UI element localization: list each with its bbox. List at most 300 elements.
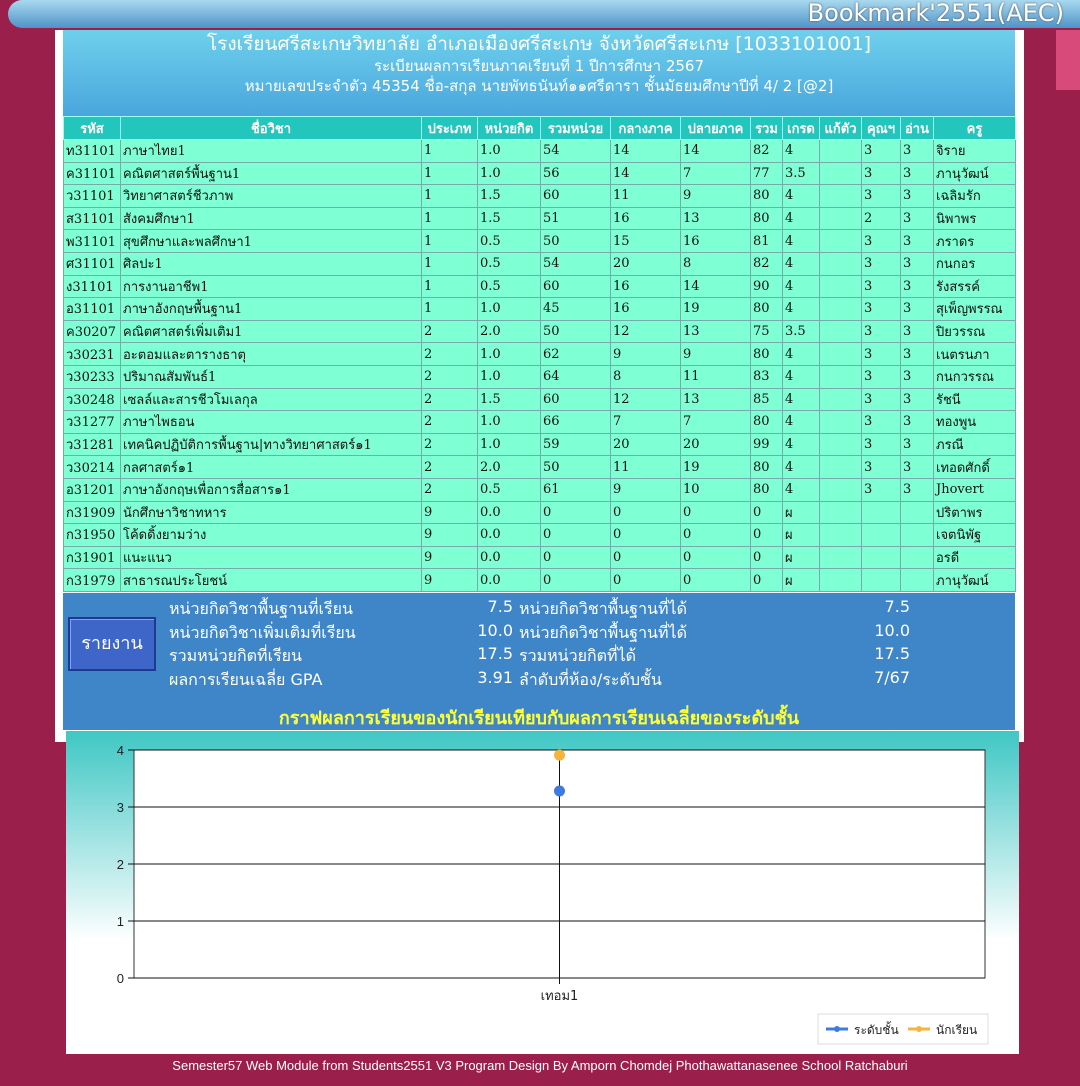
table-cell: 80 [751,343,783,366]
table-row [64,546,1016,569]
table-cell: 1 [422,162,478,185]
table-cell: ผ [783,569,820,592]
table-cell: ปริตาพร [934,501,1016,524]
table-cell: 4 [783,275,820,298]
summary-label-1: หน่วยกิตวิชาเพิ่มเติมที่เรียน [169,622,356,642]
summary-value-2: 7.5 [884,597,910,616]
table-cell: 9 [681,185,751,208]
table-cell: 1 [422,252,478,275]
table-cell: สุเพ็ญพรรณ [934,298,1016,321]
table-cell: ว30248 [64,388,121,411]
table-cell: 0 [541,501,611,524]
table-cell: 0 [681,569,751,592]
table-cell [820,162,862,185]
table-cell: 62 [541,343,611,366]
gpa-chart [66,731,1019,1054]
table-cell: 77 [751,162,783,185]
table-cell [820,140,862,163]
data-point [554,786,565,797]
table-cell: คณิตศาสตร์เพิ่มเติม1 [121,320,422,343]
table-row [64,433,1016,456]
table-cell: 54 [541,252,611,275]
table-cell [820,320,862,343]
table-cell: 13 [681,320,751,343]
table-row [64,478,1016,501]
table-row [64,411,1016,434]
table-cell: ผ [783,524,820,547]
table-cell [901,569,934,592]
table-cell [820,275,862,298]
table-cell: 4 [783,456,820,479]
table-cell: 80 [751,456,783,479]
table-cell: 12 [611,388,681,411]
table-cell: 0 [681,546,751,569]
table-cell: 4 [783,140,820,163]
table-cell: 81 [751,230,783,253]
column-header: แก้ตัว [820,117,862,140]
table-cell: 0.5 [478,478,541,501]
summary-row [63,644,1015,667]
table-cell: 8 [611,365,681,388]
table-cell: 4 [783,478,820,501]
table-cell: 4 [783,230,820,253]
table-cell: 0.5 [478,275,541,298]
table-cell: 54 [541,140,611,163]
table-cell: 4 [783,185,820,208]
table-cell: ก31979 [64,569,121,592]
table-cell: 4 [783,411,820,434]
table-cell: วิทยาศาสตร์ชีวภาพ [121,185,422,208]
table-cell: 3 [901,411,934,434]
table-cell: 4 [783,433,820,456]
table-cell: 75 [751,320,783,343]
table-cell: 11 [611,456,681,479]
table-cell: ก31909 [64,501,121,524]
table-cell: 9 [611,478,681,501]
column-header: ประเภท [422,117,478,140]
summary-panel [63,593,1015,690]
table-cell: ว31277 [64,411,121,434]
table-cell: 19 [681,456,751,479]
summary-label-2: หน่วยกิตวิชาพื้นฐานที่ได้ [519,599,687,618]
table-cell: 0.0 [478,524,541,547]
table-cell: 2 [422,456,478,479]
table-row [64,230,1016,253]
y-tick-label: 0 [116,971,124,986]
table-cell: 3 [862,478,901,501]
table-cell: 2 [422,388,478,411]
table-cell: ว31281 [64,433,121,456]
table-cell [862,569,901,592]
table-cell: 1.0 [478,365,541,388]
table-cell: 14 [681,275,751,298]
table-cell: 3 [901,275,934,298]
table-cell: 3 [862,298,901,321]
column-header: หน่วยกิต [478,117,541,140]
table-cell: 85 [751,388,783,411]
student-info: หมายเลขประจำตัว 45354 ชื่อ-สกุล นายพัทธนันท์๑๑ศรีดารา ชั้นมัธยมศึกษาปีที่ 4/ 2 [@2] [244,77,834,95]
table-cell: 3 [862,456,901,479]
table-cell: 3 [862,365,901,388]
table-cell [820,501,862,524]
table-cell: 51 [541,207,611,230]
table-cell: 1.0 [478,433,541,456]
table-cell: 3 [901,252,934,275]
table-cell: 20 [611,433,681,456]
record-title: ระเบียนผลการเรียนภาคเรียนที่ 1 ปีการศึกษา 2567 [373,57,705,75]
table-cell: 3.5 [783,320,820,343]
table-cell: 11 [681,365,751,388]
table-cell: อ31101 [64,298,121,321]
table-row [64,365,1016,388]
graph-title: กราฟผลการเรียนของนักเรียนเทียบกับผลการเรียนเฉลี่ยของระดับชั้น [278,708,800,729]
table-cell: 2 [422,478,478,501]
table-cell: 3 [901,162,934,185]
column-header: กลางภาค [611,117,681,140]
table-cell: 7 [681,162,751,185]
column-header: ชื่อวิชา [121,117,422,140]
table-cell: 3 [901,320,934,343]
table-cell: 50 [541,456,611,479]
table-cell: 0.0 [478,501,541,524]
table-cell: รัชนี [934,388,1016,411]
legend-label: ระดับชั้น [854,1023,899,1037]
table-cell: 2 [422,320,478,343]
table-cell: อะตอมและตารางธาตุ [121,343,422,366]
table-cell: 80 [751,207,783,230]
table-cell: 80 [751,478,783,501]
table-cell: 0 [541,524,611,547]
table-cell: ว30214 [64,456,121,479]
table-cell [820,524,862,547]
summary-value-2: 10.0 [874,620,910,640]
table-cell: 20 [611,252,681,275]
table-cell: 3 [862,320,901,343]
summary-value-1: 10.0 [477,620,513,640]
table-cell: 60 [541,185,611,208]
table-cell [820,185,862,208]
table-cell: 90 [751,275,783,298]
column-header: อ่าน [901,117,934,140]
table-cell: 4 [783,388,820,411]
table-cell: 3 [862,140,901,163]
table-row [64,343,1016,366]
table-cell: 3 [901,365,934,388]
column-header: รวม [751,117,783,140]
table-cell: 0 [611,546,681,569]
table-cell: 1.5 [478,185,541,208]
table-cell [820,411,862,434]
y-tick-label: 4 [116,743,124,758]
table-cell: 50 [541,320,611,343]
summary-label-2: ลำดับที่ห้อง/ระดับชั้น [519,669,662,689]
table-cell: สังคมศึกษา1 [121,207,422,230]
table-cell: 0 [751,501,783,524]
table-cell: กนกวรรณ [934,365,1016,388]
table-cell: 3 [901,343,934,366]
table-cell: ว30233 [64,365,121,388]
table-cell: 1.0 [478,411,541,434]
table-cell [901,501,934,524]
table-cell: 1.5 [478,207,541,230]
table-cell: 60 [541,275,611,298]
table-cell: 3 [862,275,901,298]
table-cell: 1.0 [478,140,541,163]
summary-value-1: 3.91 [477,667,513,687]
table-cell: 3 [862,388,901,411]
table-cell: เซลล์และสารชีวโมเลกุล [121,388,422,411]
table-cell: 14 [611,162,681,185]
table-cell: 0 [611,524,681,547]
table-cell: 0 [751,524,783,547]
table-row [64,456,1016,479]
table-cell [820,546,862,569]
table-cell: 3 [862,252,901,275]
table-cell: 16 [611,207,681,230]
summary-value-2: 7/67 [874,667,910,687]
table-cell: 15 [611,230,681,253]
table-cell: อ31201 [64,478,121,501]
table-cell: สุขศึกษาและพลศึกษา1 [121,230,422,253]
summary-row [63,597,1015,620]
table-cell: 0 [611,501,681,524]
table-cell: 64 [541,365,611,388]
y-tick-label: 1 [116,914,124,929]
table-cell: 3 [901,230,934,253]
table-cell: ภาษาไทย1 [121,140,422,163]
table-cell: 80 [751,298,783,321]
table-cell: ท31101 [64,140,121,163]
table-cell: 2.0 [478,320,541,343]
table-row [64,298,1016,321]
table-cell: 1.5 [478,388,541,411]
table-cell: 80 [751,411,783,434]
table-cell: ง31101 [64,275,121,298]
table-cell: 3 [862,185,901,208]
table-cell: ภาษาไพธอน [121,411,422,434]
y-tick-label: 3 [116,800,124,815]
table-cell: 3.5 [783,162,820,185]
summary-label-1: หน่วยกิตวิชาพื้นฐานที่เรียน [169,599,353,618]
table-cell: 7 [681,411,751,434]
table-cell: ภาษาอังกฤษเพื่อการสื่อสาร๑1 [121,478,422,501]
table-cell: 4 [783,298,820,321]
table-cell: 3 [901,185,934,208]
table-cell: ศ31101 [64,252,121,275]
summary-label-2: หน่วยกิตวิชาพื้นฐานที่ได้ [519,622,687,642]
table-cell: แนะแนว [121,546,422,569]
table-cell: ว30231 [64,343,121,366]
table-cell: จิราย [934,140,1016,163]
table-cell [901,546,934,569]
table-cell: 13 [681,388,751,411]
table-cell: 82 [751,252,783,275]
table-cell: ภรณี [934,433,1016,456]
table-cell: 61 [541,478,611,501]
school-title: โรงเรียนศรีสะเกษวิทยาลัย อำเภอเมืองศรีสะเกษ จังหวัดศรีสะเกษ [1033101001] [206,33,872,55]
table-cell: 3 [901,433,934,456]
table-cell: 0 [751,569,783,592]
table-cell: 14 [681,140,751,163]
table-body [64,140,1016,592]
table-cell: ผ [783,501,820,524]
table-cell: 1.0 [478,343,541,366]
table-row [64,207,1016,230]
table-cell: 3 [862,162,901,185]
table-cell [820,365,862,388]
table-cell: 0 [541,546,611,569]
table-cell: ภาษาอังกฤษพื้นฐาน1 [121,298,422,321]
table-cell: 4 [783,343,820,366]
table-cell: 1 [422,275,478,298]
table-cell: 12 [611,320,681,343]
table-cell: เทคนิคปฏิบัติการพื้นฐาน|ทางวิทยาศาสตร์๑1 [121,433,422,456]
table-cell: 2 [422,343,478,366]
table-cell: 20 [681,433,751,456]
table-cell: 16 [611,298,681,321]
table-cell: 0 [611,569,681,592]
table-cell: 13 [681,207,751,230]
table-cell: 1 [422,207,478,230]
table-cell: 56 [541,162,611,185]
table-cell: 59 [541,433,611,456]
table-cell: 82 [751,140,783,163]
column-header: เกรด [783,117,820,140]
table-cell: 0.5 [478,252,541,275]
legend-label: นักเรียน [936,1023,978,1037]
table-cell: 0 [681,501,751,524]
table-cell: 9 [681,343,751,366]
table-cell: 19 [681,298,751,321]
table-cell: 14 [611,140,681,163]
table-row [64,569,1016,592]
chart-area [66,731,1019,1054]
column-header: รวมหน่วย [541,117,611,140]
table-cell: Jhovert [934,478,1016,501]
table-cell: 0.5 [478,230,541,253]
table-cell: นักศึกษาวิชาทหาร [121,501,422,524]
table-cell: 9 [611,343,681,366]
table-cell: 1.0 [478,162,541,185]
bookmark-title: Bookmark'2551(AEC) [807,0,1064,27]
table-row [64,501,1016,524]
table-cell: 16 [681,230,751,253]
summary-value-1: 17.5 [477,644,513,663]
column-header: ครู [934,117,1016,140]
table-cell: 0.0 [478,569,541,592]
table-cell: 3 [862,343,901,366]
table-cell: 1 [422,230,478,253]
table-cell: 4 [783,252,820,275]
table-row [64,320,1016,343]
table-cell [820,252,862,275]
table-cell: 2.0 [478,456,541,479]
table-cell: เทอดศักดิ์ [934,456,1016,479]
table-cell: 4 [783,207,820,230]
x-tick-label: เทอม1 [540,989,579,1004]
table-cell: รังสรรค์ [934,275,1016,298]
table-cell: 9 [422,501,478,524]
report-header [63,30,1015,116]
table-cell [820,230,862,253]
table-cell [820,478,862,501]
table-cell [820,569,862,592]
table-cell: 66 [541,411,611,434]
table-cell: 80 [751,185,783,208]
table-cell: พ31101 [64,230,121,253]
table-cell: เฉลิมรัก [934,185,1016,208]
summary-label-1: ผลการเรียนเฉลี่ย GPA [169,669,323,689]
table-cell [820,433,862,456]
table-header-row [64,117,1016,140]
table-cell: 3 [862,433,901,456]
table-row [64,275,1016,298]
summary-value-1: 7.5 [487,597,513,616]
table-cell: 10 [681,478,751,501]
column-header: คุณฯ [862,117,901,140]
data-point [554,750,565,761]
table-cell: เนตรนภา [934,343,1016,366]
table-cell [820,456,862,479]
table-cell: ภานุวัฒน์ [934,569,1016,592]
summary-value-2: 17.5 [874,644,910,663]
summary-label-2: รวมหน่วยกิตที่ได้ [519,646,637,665]
table-cell: ผ [783,546,820,569]
table-cell: ปริมาณสัมพันธ์1 [121,365,422,388]
table-cell: ศิลปะ1 [121,252,422,275]
table-cell: 2 [862,207,901,230]
table-row [64,524,1016,547]
table-cell: ว31101 [64,185,121,208]
legend-marker [834,1026,840,1032]
table-cell: 9 [422,524,478,547]
y-tick-label: 2 [116,857,124,872]
table-cell: 3 [901,388,934,411]
table-cell: 3 [901,140,934,163]
table-cell: 9 [422,546,478,569]
report-button[interactable]: รายงาน [68,617,156,671]
side-accent [1056,30,1080,90]
table-row [64,185,1016,208]
table-cell: 8 [681,252,751,275]
table-cell: 11 [611,185,681,208]
table-cell: 45 [541,298,611,321]
table-cell: ภราดร [934,230,1016,253]
table-cell: 9 [422,569,478,592]
table-row [64,162,1016,185]
table-cell: 4 [783,365,820,388]
table-cell: ภานุวัฒน์ [934,162,1016,185]
table-cell: 0 [541,569,611,592]
table-cell: โค้ดดิ้งยามว่าง [121,524,422,547]
table-cell: ปิยวรรณ [934,320,1016,343]
table-cell: 2 [422,411,478,434]
table-cell [862,546,901,569]
table-cell: 3 [901,456,934,479]
table-cell [901,524,934,547]
table-cell: ค30207 [64,320,121,343]
table-cell [820,298,862,321]
table-cell [820,207,862,230]
table-cell: 83 [751,365,783,388]
summary-label-1: รวมหน่วยกิตที่เรียน [169,646,302,665]
table-cell [862,524,901,547]
grades-table [63,116,1016,592]
table-cell: 3 [862,230,901,253]
table-cell: 1 [422,140,478,163]
table-cell: เจตนิพัฐ [934,524,1016,547]
table-cell: กนกอร [934,252,1016,275]
